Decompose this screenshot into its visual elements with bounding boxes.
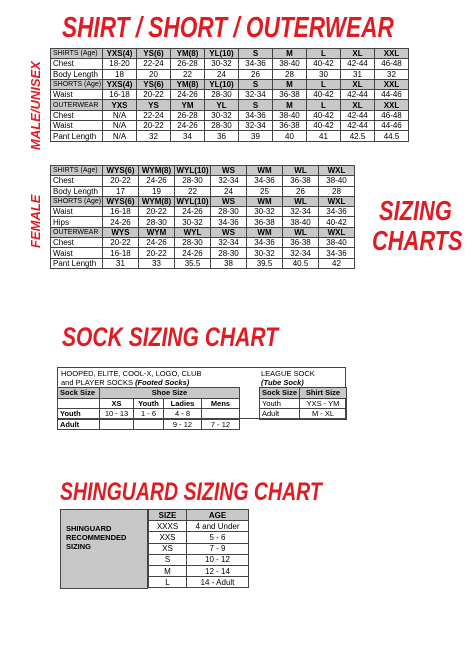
male-shirts-header-l: L — [307, 49, 341, 59]
table-cell: 38-40 — [273, 59, 307, 69]
table-cell: 30-32 — [247, 248, 283, 258]
male-sizing-table — [50, 48, 409, 142]
tube-youth-value: YXS - YM — [300, 398, 347, 409]
table-cell: 39.5 — [247, 258, 283, 268]
male-outerwear-header-l: L — [307, 100, 341, 110]
table-row — [51, 69, 409, 79]
female-outerwear-header-wm: WM — [247, 227, 283, 237]
male-outerwear-row-label: Chest — [51, 110, 103, 120]
female-outerwear-header-wys: WYS — [103, 227, 139, 237]
male-shirts-header-xxl: XXL — [375, 49, 409, 59]
male-unisex-label: MALE/UNISEX — [28, 61, 43, 150]
female-shirts-header-ws: WS — [211, 166, 247, 176]
table-cell: 28-30 — [205, 90, 239, 100]
table-row — [51, 176, 355, 186]
table-cell: 34 — [171, 131, 205, 141]
table-cell: 34-36 — [239, 110, 273, 120]
table-cell: 32-34 — [283, 207, 319, 217]
sock-youth-youth: 1 - 6 — [134, 409, 164, 420]
table-cell: 46-48 — [375, 59, 409, 69]
female-shorts-header-wl: WL — [283, 196, 319, 206]
table-cell: 24-26 — [139, 176, 175, 186]
table-cell: 32-34 — [239, 90, 273, 100]
table-cell: 28-30 — [175, 238, 211, 248]
table-row — [149, 543, 249, 554]
male-shorts-header-s: S — [239, 79, 273, 89]
sock-adult-ladies: 9 - 12 — [164, 419, 202, 430]
shin-size-cell: S — [149, 554, 187, 565]
table-cell: 36 — [205, 131, 239, 141]
table-cell: 25 — [247, 186, 283, 196]
sock-adult-youth — [134, 419, 164, 430]
table-cell: 28-30 — [211, 248, 247, 258]
table-cell: 36-38 — [283, 238, 319, 248]
table-cell: 42-44 — [341, 90, 375, 100]
table-cell: 44-46 — [375, 121, 409, 131]
female-shirts-header-wl: WL — [283, 166, 319, 176]
table-cell: 40 — [273, 131, 307, 141]
table-cell: N/A — [103, 121, 137, 131]
shin-size-cell: XXS — [149, 532, 187, 543]
table-cell: 22-24 — [137, 110, 171, 120]
sock-youth-mens — [202, 409, 240, 420]
table-cell: 22 — [171, 69, 205, 79]
table-cell: 30-32 — [175, 217, 211, 227]
shin-size-cell: XXXS — [149, 521, 187, 532]
shoe-col-ladies: Ladies — [164, 398, 202, 409]
table-cell: 44.5 — [375, 131, 409, 141]
shin-size-cell: M — [149, 565, 187, 576]
table-cell: 46-48 — [375, 110, 409, 120]
shin-age-cell: 10 - 12 — [187, 554, 249, 565]
table-row — [51, 110, 409, 120]
male-outerwear-header-s: S — [239, 100, 273, 110]
table-cell: N/A — [103, 110, 137, 120]
female-outerwear-header-wyl: WYL — [175, 227, 211, 237]
male-outerwear-header-label: OUTERWEAR — [51, 100, 103, 110]
table-cell: 24-26 — [103, 217, 139, 227]
shin-age-cell: 5 - 6 — [187, 532, 249, 543]
table-cell: 24-26 — [171, 90, 205, 100]
tube-adult-label: Adult — [260, 409, 300, 420]
table-cell: 26-28 — [171, 59, 205, 69]
table-cell: 34-36 — [239, 59, 273, 69]
table-cell: 16-18 — [103, 90, 137, 100]
table-cell: 28-30 — [211, 207, 247, 217]
female-shirts-row-label: Chest — [51, 176, 103, 186]
sock-youth-ladies: 4 - 8 — [164, 409, 202, 420]
table-row — [51, 121, 409, 131]
table-cell: 36-38 — [247, 217, 283, 227]
league-sock-line1: LEAGUE SOCK — [261, 369, 315, 378]
table-cell: 18-20 — [103, 59, 137, 69]
table-row — [149, 577, 249, 588]
table-cell: 36-38 — [283, 176, 319, 186]
table-cell: 30-32 — [205, 59, 239, 69]
table-cell: 24 — [205, 69, 239, 79]
tube-youth-label: Youth — [260, 398, 300, 409]
table-cell: 28-30 — [139, 217, 175, 227]
table-cell: 20-22 — [103, 176, 139, 186]
footed-socks-line1: HOOPED, ELITE, COOL-X, LOGO, CLUB — [61, 369, 202, 378]
female-shirts-header-wyl-10: WYL(10) — [176, 166, 209, 176]
female-shorts-header-wm: WM — [247, 196, 283, 206]
female-shirts-header-wym-8: WYM(8) — [139, 166, 175, 176]
female-outerwear-header-ws: WS — [211, 227, 247, 237]
footed-socks-text: and PLAYER SOCKS — [61, 378, 136, 387]
shoe-size-header: Shoe Size — [100, 388, 240, 399]
shinguard-label — [66, 524, 126, 551]
female-shirts-header-wys-6: WYS(6) — [103, 166, 139, 176]
table-cell: 20-22 — [137, 121, 171, 131]
male-shirts-header-yxs-4: YXS(4) — [103, 49, 137, 59]
shinguard-title: SHINGUARD SIZING CHART — [60, 478, 322, 506]
male-shirts-header-m: M — [273, 49, 307, 59]
sock-row-youth-label: Youth — [58, 409, 100, 420]
sizing-title-line2: CHARTS — [372, 225, 463, 256]
table-cell: 34-36 — [319, 248, 355, 258]
tube-adult-value: M - XL — [300, 409, 347, 420]
female-shirts-row-label: Body Length — [51, 186, 103, 196]
male-outerwear-header-yxs: YXS — [103, 100, 137, 110]
table-row — [51, 131, 409, 141]
female-shorts-header-wys-6: WYS(6) — [103, 196, 139, 206]
female-shirts-header-wxl: WXL — [319, 166, 355, 176]
male-shirts-header-xl: XL — [341, 49, 375, 59]
female-outerwear-header-wxl: WXL — [319, 227, 355, 237]
table-cell: 16-18 — [103, 248, 139, 258]
female-shorts-row-label: Waist — [51, 207, 103, 217]
female-outerwear-header-row — [51, 227, 355, 237]
male-shorts-header-xl: XL — [341, 79, 375, 89]
table-cell: 42-44 — [341, 121, 375, 131]
table-row — [51, 248, 355, 258]
table-cell: 20-22 — [139, 248, 175, 258]
female-shirts-header-label: SHIRTS (Age) — [51, 166, 103, 176]
shin-age-cell: 7 - 9 — [187, 543, 249, 554]
female-outerwear-header-label: OUTERWEAR — [51, 227, 103, 237]
table-row — [51, 59, 409, 69]
league-sock-label — [261, 369, 315, 387]
table-cell: 36-38 — [273, 90, 307, 100]
male-shorts-row-label: Waist — [51, 90, 103, 100]
footed-socks-label — [61, 369, 201, 387]
footed-socks-note: (Footed Socks) — [135, 378, 190, 387]
table-cell: 32-34 — [211, 238, 247, 248]
table-cell: 42.5 — [341, 131, 375, 141]
female-outerwear-row-label: Chest — [51, 238, 103, 248]
table-cell: 24-26 — [139, 238, 175, 248]
tube-shirt-size-header: Shirt Size — [300, 388, 347, 399]
female-shorts-header-ws: WS — [211, 196, 247, 206]
footed-sock-table — [57, 387, 240, 430]
male-shorts-header-row — [51, 79, 409, 89]
table-row — [51, 238, 355, 248]
sock-row-adult-label: Adult — [58, 419, 100, 430]
male-shorts-header-xxl: XXL — [375, 79, 409, 89]
tube-sock-table — [259, 387, 347, 420]
table-cell: 28-30 — [205, 121, 239, 131]
table-cell: 24-26 — [175, 248, 211, 258]
shin-size-cell: L — [149, 577, 187, 588]
shoe-col-xs: XS — [100, 398, 134, 409]
table-cell: 24-26 — [171, 121, 205, 131]
female-outerwear-row-label: Pant Length — [51, 258, 103, 268]
table-cell: 20-22 — [103, 238, 139, 248]
table-cell: 34-36 — [319, 207, 355, 217]
table-cell: 32-34 — [239, 121, 273, 131]
table-cell: 38-40 — [273, 110, 307, 120]
table-cell: 42 — [319, 258, 355, 268]
male-outerwear-header-row — [51, 100, 409, 110]
footed-socks-line2 — [61, 378, 201, 387]
female-shorts-header-wxl: WXL — [319, 196, 355, 206]
male-shirts-header-label: SHIRTS (Age) — [51, 49, 103, 59]
male-outerwear-header-ys: YS — [137, 100, 171, 110]
male-shirts-header-s: S — [239, 49, 273, 59]
table-cell: 36-38 — [273, 121, 307, 131]
table-cell: 16-18 — [103, 207, 139, 217]
male-shorts-header-label: SHORTS (Age) — [51, 79, 103, 89]
shin-age-cell: 14 - Adult — [187, 577, 249, 588]
table-cell: 34-36 — [247, 176, 283, 186]
table-cell: 26 — [239, 69, 273, 79]
table-cell: 30-32 — [205, 110, 239, 120]
shin-header-size: SIZE — [149, 510, 187, 521]
table-cell: 40-42 — [307, 59, 341, 69]
main-title: SHIRT / SHORT / OUTERWEAR — [62, 12, 394, 44]
male-shorts-header-m: M — [273, 79, 307, 89]
table-cell: 41 — [307, 131, 341, 141]
female-outerwear-header-wym: WYM — [139, 227, 175, 237]
table-cell: 24-26 — [175, 207, 211, 217]
sock-youth-xs: 10 - 13 — [100, 409, 134, 420]
table-cell: 19 — [139, 186, 175, 196]
male-outerwear-header-xxl: XXL — [375, 100, 409, 110]
sock-size-header: Sock Size — [58, 388, 100, 399]
table-cell: 32-34 — [283, 248, 319, 258]
table-row — [149, 565, 249, 576]
female-shorts-header-row — [51, 196, 355, 206]
male-outerwear-row-label: Pant Length — [51, 131, 103, 141]
table-cell: 40-42 — [307, 90, 341, 100]
table-cell: 40-42 — [307, 110, 341, 120]
table-cell: 26 — [283, 186, 319, 196]
male-outerwear-header-xl: XL — [341, 100, 375, 110]
male-shirts-header-ym-8: YM(8) — [171, 49, 205, 59]
table-cell: 34-36 — [211, 217, 247, 227]
table-cell: 18 — [103, 69, 137, 79]
table-cell: 31 — [341, 69, 375, 79]
female-sizing-table — [50, 165, 355, 269]
table-cell: 30 — [307, 69, 341, 79]
female-shorts-row-label: Hips — [51, 217, 103, 227]
male-shirts-header-ys-6: YS(6) — [137, 49, 171, 59]
table-cell: N/A — [103, 131, 137, 141]
female-shirts-header-row — [51, 166, 355, 176]
table-cell: 17 — [103, 186, 139, 196]
table-cell: 38-40 — [319, 176, 355, 186]
table-cell: 40.5 — [283, 258, 319, 268]
shoe-col-mens: Mens — [202, 398, 240, 409]
male-shirts-row-label: Chest — [51, 59, 103, 69]
male-shirts-row-label: Body Length — [51, 69, 103, 79]
male-shorts-header-yxs-4: YXS(4) — [103, 79, 137, 89]
male-outerwear-header-ym: YM — [171, 100, 205, 110]
shin-label-line1: SHINGUARD — [66, 524, 112, 533]
table-row — [51, 207, 355, 217]
tube-sock-size-header: Sock Size — [260, 388, 300, 399]
league-sock-note: (Tube Sock) — [261, 378, 304, 387]
table-row — [51, 90, 409, 100]
male-shorts-header-l: L — [307, 79, 341, 89]
sock-title: SOCK SIZING CHART — [62, 322, 279, 352]
table-cell: 32 — [375, 69, 409, 79]
table-cell: 30-32 — [247, 207, 283, 217]
table-cell: 33 — [139, 258, 175, 268]
male-shirts-header-yl-10: YL(10) — [205, 49, 239, 59]
table-cell: 38-40 — [319, 238, 355, 248]
table-cell: 22 — [175, 186, 211, 196]
shin-size-cell: XS — [149, 543, 187, 554]
sock-adult-xs — [100, 419, 134, 430]
male-outerwear-header-m: M — [273, 100, 307, 110]
table-cell: 28-30 — [175, 176, 211, 186]
table-cell: 28 — [319, 186, 355, 196]
table-row — [149, 532, 249, 543]
male-shorts-header-ys-6: YS(6) — [137, 79, 171, 89]
table-cell: 26-28 — [171, 110, 205, 120]
table-cell: 31 — [103, 258, 139, 268]
table-cell: 38-40 — [283, 217, 319, 227]
table-cell: 35.5 — [175, 258, 211, 268]
male-shorts-header-ym-8: YM(8) — [171, 79, 205, 89]
sizing-title-line1: SIZING — [379, 195, 452, 226]
table-cell: 20-22 — [137, 90, 171, 100]
shin-header-age: AGE — [187, 510, 249, 521]
table-cell: 28 — [273, 69, 307, 79]
table-row — [51, 258, 355, 268]
table-cell: 38 — [211, 258, 247, 268]
table-cell: 42-44 — [341, 110, 375, 120]
male-outerwear-row-label: Waist — [51, 121, 103, 131]
table-row — [149, 554, 249, 565]
table-row — [51, 186, 355, 196]
shin-label-line3: SIZING — [66, 542, 92, 551]
table-cell: 42-44 — [341, 59, 375, 69]
table-cell: 32 — [137, 131, 171, 141]
table-cell: 39 — [239, 131, 273, 141]
female-label: FEMALE — [28, 194, 43, 248]
table-cell: 40-42 — [319, 217, 355, 227]
shinguard-table — [148, 509, 249, 588]
shoe-col-youth: Youth — [134, 398, 164, 409]
male-outerwear-header-yl: YL — [205, 100, 239, 110]
table-row — [51, 217, 355, 227]
table-cell: 40-42 — [307, 121, 341, 131]
female-shorts-header-wym-8: WYM(8) — [139, 196, 175, 206]
female-outerwear-row-label: Waist — [51, 248, 103, 258]
male-shirts-header-row — [51, 49, 409, 59]
table-row — [149, 521, 249, 532]
female-shorts-header-wyl-10: WYL(10) — [176, 197, 209, 207]
female-outerwear-header-wl: WL — [283, 227, 319, 237]
female-shirts-header-wm: WM — [247, 166, 283, 176]
table-cell: 20 — [137, 69, 171, 79]
shin-label-line2: RECOMMENDED — [66, 533, 127, 542]
table-cell: 20-22 — [139, 207, 175, 217]
table-cell: 22-24 — [137, 59, 171, 69]
table-cell: 24 — [211, 186, 247, 196]
male-shorts-header-yl-10: YL(10) — [205, 79, 239, 89]
table-cell: 34-36 — [247, 238, 283, 248]
table-cell: 32-34 — [211, 176, 247, 186]
shin-age-cell: 4 and Under — [187, 521, 249, 532]
sock-adult-mens: 7 - 12 — [202, 419, 240, 430]
female-shorts-header-label: SHORTS (Age) — [51, 196, 103, 206]
table-cell: 44-46 — [375, 90, 409, 100]
shin-age-cell: 12 - 14 — [187, 565, 249, 576]
